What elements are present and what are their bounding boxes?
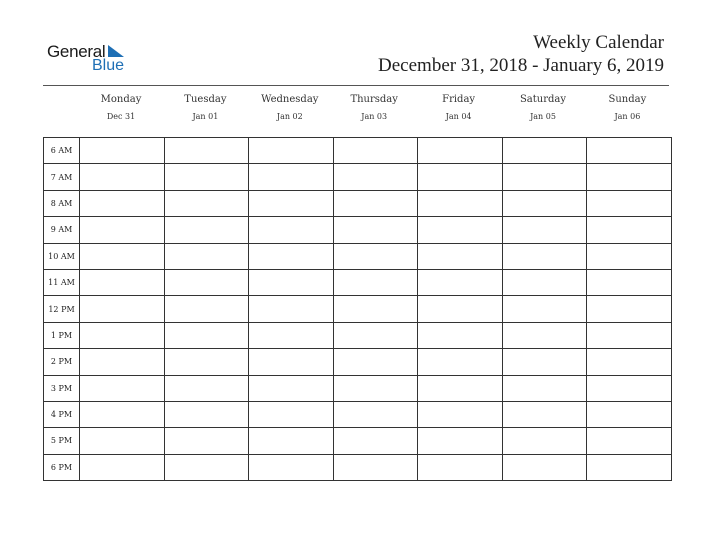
day-header (417, 94, 501, 121)
time-slot-cell[interactable] (249, 375, 334, 401)
time-slot-cell[interactable] (249, 190, 334, 216)
time-slot-cell[interactable] (249, 138, 334, 164)
time-slot-cell[interactable] (80, 322, 165, 348)
page-title: Weekly Calendar (533, 32, 664, 53)
time-slot-cell[interactable] (164, 428, 249, 454)
time-label: 6 AM (44, 138, 80, 164)
time-row (44, 322, 672, 348)
time-slot-cell[interactable] (587, 428, 672, 454)
time-slot-cell[interactable] (249, 269, 334, 295)
time-label: 5 PM (44, 428, 80, 454)
time-label: 10 AM (44, 243, 80, 269)
time-slot-cell[interactable] (164, 243, 249, 269)
time-slot-cell[interactable] (502, 243, 587, 269)
time-slot-cell[interactable] (587, 217, 672, 243)
time-slot-cell[interactable] (418, 243, 503, 269)
time-slot-cell[interactable] (587, 349, 672, 375)
time-slot-cell[interactable] (80, 349, 165, 375)
time-slot-cell[interactable] (418, 217, 503, 243)
time-label: 7 AM (44, 164, 80, 190)
time-slot-cell[interactable] (164, 401, 249, 427)
time-slot-cell[interactable] (418, 164, 503, 190)
brand-word-general: General (47, 42, 106, 61)
time-slot-cell[interactable] (164, 375, 249, 401)
time-slot-cell[interactable] (80, 296, 165, 322)
time-slot-cell[interactable] (80, 217, 165, 243)
day-header (501, 94, 585, 121)
day-header (163, 94, 247, 121)
time-slot-cell[interactable] (164, 138, 249, 164)
time-row (44, 375, 672, 401)
day-date: Jan 05 (530, 112, 556, 121)
time-slot-cell[interactable] (164, 296, 249, 322)
time-slot-cell[interactable] (418, 375, 503, 401)
time-slot-cell[interactable] (502, 164, 587, 190)
time-slot-cell[interactable] (80, 243, 165, 269)
time-slot-cell[interactable] (587, 269, 672, 295)
time-slot-cell[interactable] (333, 296, 418, 322)
time-slot-cell[interactable] (80, 269, 165, 295)
time-slot-cell[interactable] (418, 322, 503, 348)
time-slot-cell[interactable] (502, 322, 587, 348)
time-slot-cell[interactable] (418, 428, 503, 454)
time-slot-cell[interactable] (164, 190, 249, 216)
time-row (44, 401, 672, 427)
time-slot-cell[interactable] (587, 164, 672, 190)
time-slot-cell[interactable] (418, 138, 503, 164)
time-slot-cell[interactable] (249, 454, 334, 480)
time-slot-cell[interactable] (249, 217, 334, 243)
day-date: Dec 31 (106, 112, 136, 121)
time-label: 2 PM (44, 349, 80, 375)
time-slot-cell[interactable] (249, 164, 334, 190)
brand-word-blue: Blue (92, 57, 125, 74)
time-label: 3 PM (44, 375, 80, 401)
time-label: 12 PM (44, 296, 80, 322)
time-slot-cell[interactable] (587, 375, 672, 401)
day-name: Thursday (350, 94, 398, 105)
day-date: Jan 02 (276, 112, 303, 121)
time-slot-cell[interactable] (164, 269, 249, 295)
time-row (44, 243, 672, 269)
day-header (248, 94, 332, 121)
time-row (44, 296, 672, 322)
time-row (44, 190, 672, 216)
time-slot-cell[interactable] (333, 375, 418, 401)
time-slot-cell[interactable] (502, 428, 587, 454)
time-slot-cell[interactable] (333, 243, 418, 269)
time-label: 4 PM (44, 401, 80, 427)
time-slot-cell[interactable] (164, 454, 249, 480)
time-slot-cell[interactable] (587, 138, 672, 164)
time-slot-cell[interactable] (587, 190, 672, 216)
time-row (44, 217, 672, 243)
time-slot-cell[interactable] (418, 349, 503, 375)
day-name: Saturday (519, 94, 567, 105)
time-slot-cell[interactable] (502, 349, 587, 375)
time-slot-cell[interactable] (164, 164, 249, 190)
time-slot-cell[interactable] (587, 322, 672, 348)
day-name: Monday (100, 94, 142, 105)
time-row (44, 138, 672, 164)
time-slot-cell[interactable] (587, 296, 672, 322)
time-row (44, 454, 672, 480)
time-slot-cell[interactable] (333, 138, 418, 164)
time-label: 8 AM (44, 190, 80, 216)
time-slot-cell[interactable] (418, 454, 503, 480)
time-slot-cell[interactable] (80, 164, 165, 190)
time-slot-cell[interactable] (418, 401, 503, 427)
time-slot-cell[interactable] (333, 349, 418, 375)
time-slot-cell[interactable] (249, 401, 334, 427)
time-row (44, 269, 672, 295)
time-label: 9 AM (44, 217, 80, 243)
day-header (332, 94, 416, 121)
day-name: Sunday (608, 94, 647, 105)
time-slot-cell[interactable] (502, 296, 587, 322)
time-slot-cell[interactable] (80, 138, 165, 164)
time-slot-cell[interactable] (333, 428, 418, 454)
time-slot-cell[interactable] (164, 322, 249, 348)
time-slot-cell[interactable] (418, 269, 503, 295)
time-row (44, 164, 672, 190)
day-name: Tuesday (184, 94, 227, 105)
brand-logo (47, 42, 137, 76)
time-slot-cell[interactable] (502, 217, 587, 243)
day-date: Jan 04 (445, 112, 472, 121)
time-slot-cell[interactable] (502, 375, 587, 401)
time-slot-cell[interactable] (333, 190, 418, 216)
time-slot-cell[interactable] (333, 454, 418, 480)
time-slot-cell[interactable] (587, 243, 672, 269)
calendar-grid (43, 137, 672, 481)
time-slot-cell[interactable] (502, 269, 587, 295)
time-slot-cell[interactable] (164, 349, 249, 375)
time-slot-cell[interactable] (249, 428, 334, 454)
time-slot-cell[interactable] (249, 243, 334, 269)
time-slot-cell[interactable] (80, 454, 165, 480)
day-date: Jan 03 (361, 112, 388, 121)
time-slot-cell[interactable] (80, 428, 165, 454)
time-slot-cell[interactable] (80, 401, 165, 427)
time-slot-cell[interactable] (587, 401, 672, 427)
time-label: 6 PM (44, 454, 80, 480)
time-slot-cell[interactable] (502, 138, 587, 164)
time-slot-cell[interactable] (418, 190, 503, 216)
time-slot-cell[interactable] (502, 454, 587, 480)
time-label: 11 AM (44, 269, 80, 295)
time-slot-cell[interactable] (333, 164, 418, 190)
time-slot-cell[interactable] (418, 296, 503, 322)
day-date: Jan 06 (614, 112, 641, 121)
time-slot-cell[interactable] (333, 269, 418, 295)
time-slot-cell[interactable] (333, 401, 418, 427)
time-row (44, 428, 672, 454)
day-header (585, 94, 669, 121)
time-label: 1 PM (44, 322, 80, 348)
time-slot-cell[interactable] (502, 401, 587, 427)
time-slot-cell[interactable] (164, 217, 249, 243)
day-date: Jan 01 (192, 112, 219, 121)
date-range: December 31, 2018 - January 6, 2019 (378, 55, 664, 76)
time-slot-cell[interactable] (80, 375, 165, 401)
day-header (79, 94, 163, 121)
time-slot-cell[interactable] (502, 190, 587, 216)
time-slot-cell[interactable] (249, 322, 334, 348)
time-slot-cell[interactable] (80, 190, 165, 216)
time-slot-cell[interactable] (587, 454, 672, 480)
time-slot-cell[interactable] (249, 349, 334, 375)
time-slot-cell[interactable] (333, 322, 418, 348)
day-name: Friday (442, 94, 476, 105)
time-row (44, 349, 672, 375)
day-name: Wednesday (261, 94, 319, 105)
time-slot-cell[interactable] (333, 217, 418, 243)
header-divider (43, 85, 669, 86)
time-slot-cell[interactable] (249, 296, 334, 322)
